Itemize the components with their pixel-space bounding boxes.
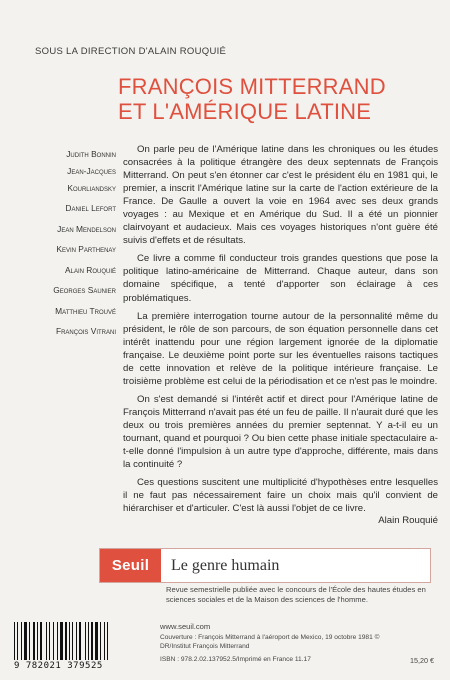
publisher-website: www.seuil.com (160, 622, 211, 631)
barcode-bar (53, 622, 54, 660)
author-name: Alain Rouquié (65, 264, 116, 275)
paragraph: Ces questions suscitent une multiplicité d'hypothèses entre lesquelles il ne faut pas nécessairement faire un choix mais qu'il convient de hiérarchiser et d'articuler. C'est là aussi l'objet de ce livre. (123, 477, 438, 515)
barcode-bar (79, 622, 81, 660)
barcode-bar (69, 622, 70, 660)
price: 15,20 € (410, 656, 434, 665)
signature: Alain Rouquié (378, 515, 438, 526)
barcode (14, 622, 110, 671)
author-name: Matthieu Trouvé (55, 305, 116, 316)
author-name: Kourliandsky (67, 182, 116, 193)
barcode-bar (33, 622, 35, 660)
author-name: Kevin Parthenay (56, 244, 116, 254)
barcode-bar (21, 622, 22, 660)
barcode-bars (14, 622, 110, 660)
barcode-bar (60, 622, 63, 660)
barcode-bar (14, 622, 15, 660)
barcode-bar (40, 622, 42, 660)
authors-list (53, 144, 116, 342)
barcode-bar (65, 622, 67, 660)
barcode-bar (57, 622, 58, 660)
paragraph: On parle peu de l'Amérique latine dans les chroniques ou les études consacrées à la politique étrangère des deux septennats de François Mitterrand. On peut s'en étonner car c'est le président élu en 1981 qui, le premier, a inscrit l'Amérique latine sur la carte de l'action extérieure de la France. De Gaulle a ouvert la voie en 1964 avec ses deux grands voyages : au Mexique et en Amérique du Sud. Il a été un pionnier clairvoyant et audacieux. Mais ces voyages historiques n'ont guère été suivis d'effets et de résultats. (123, 144, 438, 247)
barcode-bar (104, 622, 105, 660)
paragraph: Ce livre a comme fil conducteur trois grandes questions que pose la politique latino-américaine de Mitterrand. Chaque auteur, dans son domaine spécifique, a tenté d'apporter son éclairage à ces problématiques. (123, 253, 438, 304)
publisher-logo: Seuil (100, 549, 161, 582)
book-title (118, 74, 438, 124)
author-name: Jean-Jacques (67, 165, 116, 176)
barcode-bar (88, 622, 89, 660)
barcode-bar (95, 622, 98, 660)
series-description: Revue semestrielle publiée avec le concours de l'École des hautes études en sciences sociales et de la Maison des sciences de l'homme. (166, 585, 426, 604)
paragraph: La première interrogation tourne autour de la personnalité même du président, le rôle de son parcours, de son équation personnelle dans cet intérêt inattendu pour une région largement ignorée de la diplomatie française. Le deuxième point porte sur les éventuelles raisons tactiques de cette innovation et relève de la politique intérieure française. Le troisième problème est celui de la périodisation et ce n'est pas le moindre. (123, 310, 438, 387)
barcode-bar (100, 622, 101, 660)
barcode-bar (29, 622, 30, 660)
barcode-bar (49, 622, 50, 660)
barcode-bar (72, 622, 73, 660)
barcode-bar (17, 622, 18, 660)
author-name: Daniel Lefort (65, 203, 116, 213)
barcode-bar (76, 622, 77, 660)
series-direction: SOUS LA DIRECTION D'ALAIN ROUQUIÉ (35, 46, 227, 57)
barcode-bar (85, 622, 86, 660)
cover-credits: Couverture : François Mitterrand à l'aéroport de Mexico, 19 octobre 1981 © DR/Institut François Mitterrand (160, 634, 380, 650)
author-name: Jean Mendelson (57, 223, 116, 234)
barcode-number: 9 782021 379525 (14, 661, 103, 671)
barcode-bar (37, 622, 38, 660)
back-cover-text (123, 143, 438, 520)
paragraph: On s'est demandé si l'intérêt actif et direct pour l'Amérique latine de François Mitterrand n'avait pas été un feu de paille. Il n'aurait duré que les deux ou trois premières années du premier septennat. Y a-t-il eu un tournant, quand et pourquoi ? Ou bien cette phase initiale spectaculaire a-t-elle donné l'impulsion à un autre type d'approche, différente, mais dans la continuité ? (123, 393, 438, 471)
series-name: Le genre humain (171, 556, 280, 574)
barcode-bar (107, 622, 108, 660)
collection-banner (99, 548, 431, 583)
barcode-bar (24, 622, 27, 660)
author-name: Georges Saunier (53, 285, 116, 295)
isbn: ISBN : 978.2.02.137952.5/Imprimé en France 11.17 (160, 656, 311, 663)
author-name: Judith Bonnin (66, 149, 116, 159)
author-name: François Vitrani (55, 326, 116, 336)
book-title-line-2: ET L'AMÉRIQUE LATINE (118, 99, 372, 124)
book-title-line-1: FRANÇOIS MITTERRAND (118, 74, 386, 99)
barcode-bar (91, 622, 93, 660)
barcode-bar (46, 622, 47, 660)
